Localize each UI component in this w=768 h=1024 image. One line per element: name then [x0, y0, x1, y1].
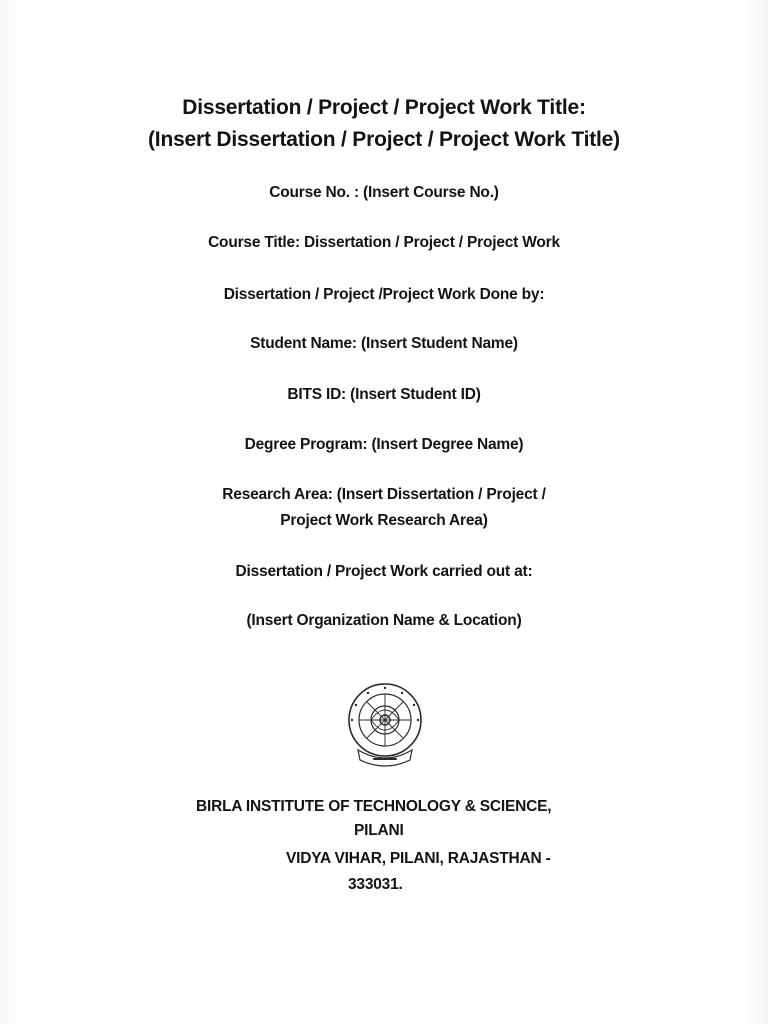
- title-line-1: Dissertation / Project / Project Work Title:: [182, 96, 586, 119]
- course-number: Course No. : (Insert Course No.): [269, 184, 499, 201]
- organization-name-location: (Insert Organization Name & Location): [246, 612, 522, 629]
- institute-name-line-1: BIRLA INSTITUTE OF TECHNOLOGY & SCIENCE,: [196, 798, 552, 815]
- bits-id: BITS ID: (Insert Student ID): [287, 386, 481, 403]
- carried-out-at-label: Dissertation / Project Work carried out at:: [235, 563, 533, 580]
- institute-name-line-2: PILANI: [354, 822, 404, 839]
- student-name: Student Name: (Insert Student Name): [250, 335, 518, 352]
- postal-code: 333031.: [348, 876, 403, 893]
- title-line-2: (Insert Dissertation / Project / Project Work Title): [148, 128, 620, 151]
- course-title: Course Title: Dissertation / Project / Project Work: [208, 234, 560, 251]
- bits-pilani-seal-icon: [338, 680, 432, 774]
- degree-program: Degree Program: (Insert Degree Name): [244, 436, 524, 453]
- research-area-line-2: Project Work Research Area): [280, 512, 488, 529]
- address-line: VIDYA VIHAR, PILANI, RAJASTHAN -: [286, 850, 551, 867]
- research-area-line-1: Research Area: (Insert Dissertation / Project /: [222, 486, 546, 503]
- done-by-label: Dissertation / Project /Project Work Done by:: [223, 286, 545, 303]
